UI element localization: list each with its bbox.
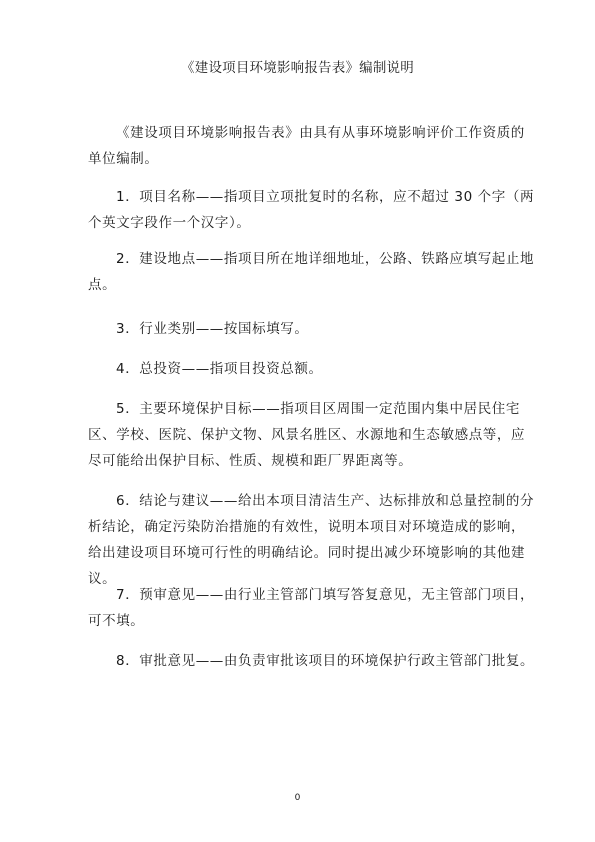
page-title: 《建设项目环境影响报告表》编制说明 bbox=[181, 60, 414, 76]
item-preliminary-review: 7．预审意见——由行业主管部门填写答复意见，无主管部门项目，可不填。 bbox=[88, 587, 535, 629]
page-number: 0 bbox=[294, 793, 301, 803]
item-conclusions: 6．结论与建议——给出本项目清洁生产、达标排放和总量控制的分析结论，确定污染防治措施的有效性，说明本项目对环境造成的影响，给出建设项目环境可行性的明确结论。同时提出减少环境影响的其他建议。 bbox=[88, 493, 535, 587]
item-project-name: 1．项目名称——指项目立项批复时的名称，应不超过 30 个字（两个英文字段作一个汉字）。 bbox=[88, 189, 535, 231]
item-protection-targets: 5．主要环境保护目标——指项目区周围一定范围内集中居民住宅区、学校、医院、保护文物、风景名胜区、水源地和生态敏感点等，应尽可能给出保护目标、性质、规模和距厂界距离等。 bbox=[88, 401, 526, 469]
intro-paragraph: 《建设项目环境影响报告表》由具有从事环境影响评价工作资质的单位编制。 bbox=[88, 125, 525, 167]
item-total-investment: 4．总投资——指项目投资总额。 bbox=[116, 361, 323, 377]
item-industry-category: 3．行业类别——按国标填写。 bbox=[116, 321, 309, 337]
item-approval-opinion: 8．审批意见——由负责审批该项目的环境保护行政主管部门批复。 bbox=[116, 653, 535, 669]
item-construction-site: 2．建设地点——指项目所在地详细地址，公路、铁路应填写起止地点。 bbox=[88, 251, 535, 293]
